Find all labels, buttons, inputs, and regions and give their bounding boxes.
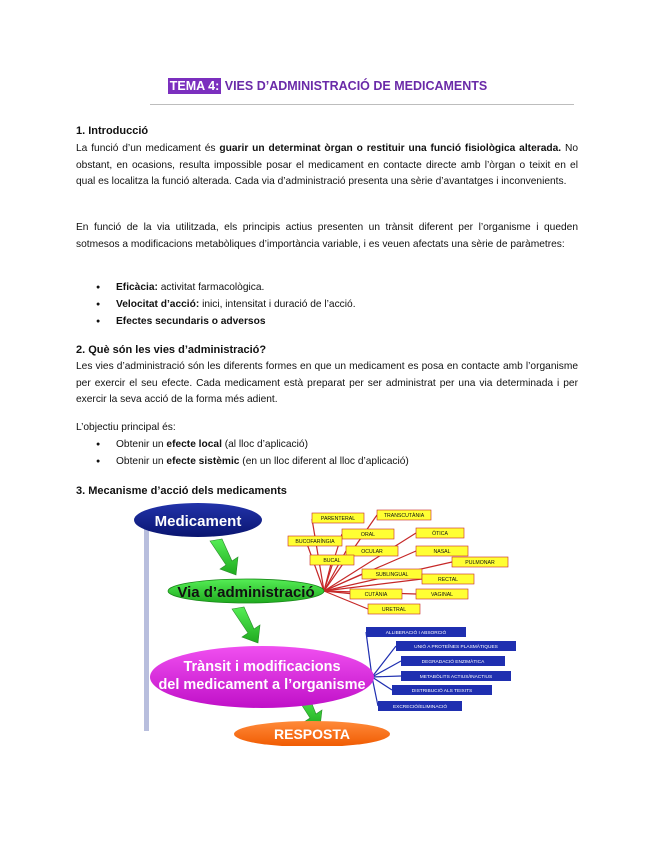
connector-line: [372, 661, 401, 677]
list-item: [96, 436, 409, 453]
route-boxes: [288, 510, 508, 614]
route-label: RECTAL: [437, 577, 459, 583]
process-label: EXCRECIÓ/ELIMINACIÓ: [392, 705, 448, 710]
route-label: PULMONAR: [465, 560, 495, 566]
route-label: URETRAL: [381, 607, 407, 613]
bullet-bold: Velocitat d’acció:: [116, 299, 200, 310]
left-bar: [144, 513, 149, 731]
route-label: NASAL: [433, 549, 451, 555]
section2-paragraph1: Les vies d’administració són les diferents formes en que un medicament es posa en contacte amb l’organisme per exercir el seu efecte. Cada medicament està preparat per ser administrat per una via determinada i per exercir la seva acció de la forma més adient.: [76, 361, 578, 406]
mechanism-diagram: [134, 501, 525, 746]
section1-paragraph2: En funció de la via utilitzada, els principis actius presenten un trànsit diferent per l’organisme i queden sotmesos a modificacions metabòliques d’importància variable, i es veuen afectats una sèrie de paràmetres:: [76, 222, 578, 250]
process-label: DISTRIBUCIÓ ALS TEIXITS: [411, 689, 473, 694]
process-boxes: [366, 627, 516, 711]
transit-label-line1: Trànsit i modificacions: [183, 659, 341, 675]
process-label: ALLIBERACIÓ I ABSORCIÓ: [385, 631, 447, 636]
bullet-text: activitat farmacològica.: [157, 282, 265, 293]
via-administracio-label: Via d’administració: [177, 584, 315, 601]
title-divider: [150, 104, 574, 105]
connector-line: [372, 646, 396, 677]
connector-line: [372, 677, 392, 690]
section2-heading: 2. Què són les vies d’administració?: [76, 344, 267, 356]
route-label: VAGINAL: [430, 592, 454, 598]
route-label: CUTÀNIA: [364, 592, 388, 598]
bullet-text: (en un lloc diferent al lloc d’aplicació): [239, 456, 409, 467]
process-label: DEGRADACIÓ ENZIMÀTICA: [421, 660, 485, 665]
list-item: [96, 453, 409, 470]
bullet-text: Obtenir un: [116, 456, 167, 467]
transit-label-line2: del medicament a l’organisme: [158, 677, 366, 693]
bullet-text: Obtenir un: [116, 439, 167, 450]
resposta-label: RESPOSTA: [274, 726, 350, 742]
text-run-bold: guarir un determinat òrgan o restituir una funció fisiològica alterada.: [219, 143, 562, 154]
list-item: [96, 313, 356, 330]
bullet-text: (al lloc d’aplicació): [221, 439, 308, 450]
list-item: [96, 279, 356, 296]
section3-heading: 3. Mecanisme d’acció dels medicaments: [76, 485, 287, 497]
bullet-bold: efecte sistèmic: [166, 456, 240, 467]
text-run: La funció d’un medicament és: [76, 143, 220, 154]
process-label: METABÒLITS ACTIUS/INACTIUS: [419, 675, 493, 680]
section1-bullet-list: [96, 279, 356, 330]
connector-line: [372, 677, 378, 706]
page-title: [0, 79, 655, 93]
bullet-bold: Efectes secundaris o adversos: [116, 316, 266, 327]
title-text: VIES D’ADMINISTRACIÓ DE MEDICAMENTS: [224, 79, 488, 93]
process-label: UNIÓ A PROTEÏNES PLASMÀTIQUES: [414, 645, 498, 650]
route-label: PARENTERAL: [320, 516, 356, 522]
bullet-text: inici, intensitat i duració de l’acció.: [199, 299, 356, 310]
route-label: BUCAL: [323, 558, 341, 564]
section2-bullet-list: [96, 436, 409, 470]
route-label: SUBLINGUAL: [375, 572, 409, 578]
route-label: ÒTICA: [432, 531, 448, 537]
arrow-down-icon: [210, 539, 238, 575]
arrow-down-icon: [232, 607, 260, 643]
route-label: OCULAR: [361, 549, 383, 555]
route-label: ORAL: [360, 532, 376, 538]
section1-paragraph1: [76, 141, 578, 191]
medicament-label: Medicament: [154, 513, 242, 530]
bullet-bold: efecte local: [166, 439, 222, 450]
title-number: TEMA 4:: [169, 79, 220, 93]
connector-line: [372, 676, 401, 677]
bullet-bold: Eficàcia:: [116, 282, 158, 293]
route-label: TRANSCUTÀNIA: [383, 513, 425, 519]
route-label: BUCOFARÍNGIA: [295, 539, 335, 545]
list-item: [96, 296, 356, 313]
section1-heading: 1. Introducció: [76, 125, 149, 137]
section2-paragraph2: L’objectiu principal és:: [76, 422, 176, 433]
text-run: No obstant, en ocasions, resulta impossible posar el medicament en contacte directe amb l’òrgan o teixit en el qual es localitza la funció alterada. Cada via d’administració presenta una sèrie d’avantatges i inconvenients.: [76, 143, 578, 188]
